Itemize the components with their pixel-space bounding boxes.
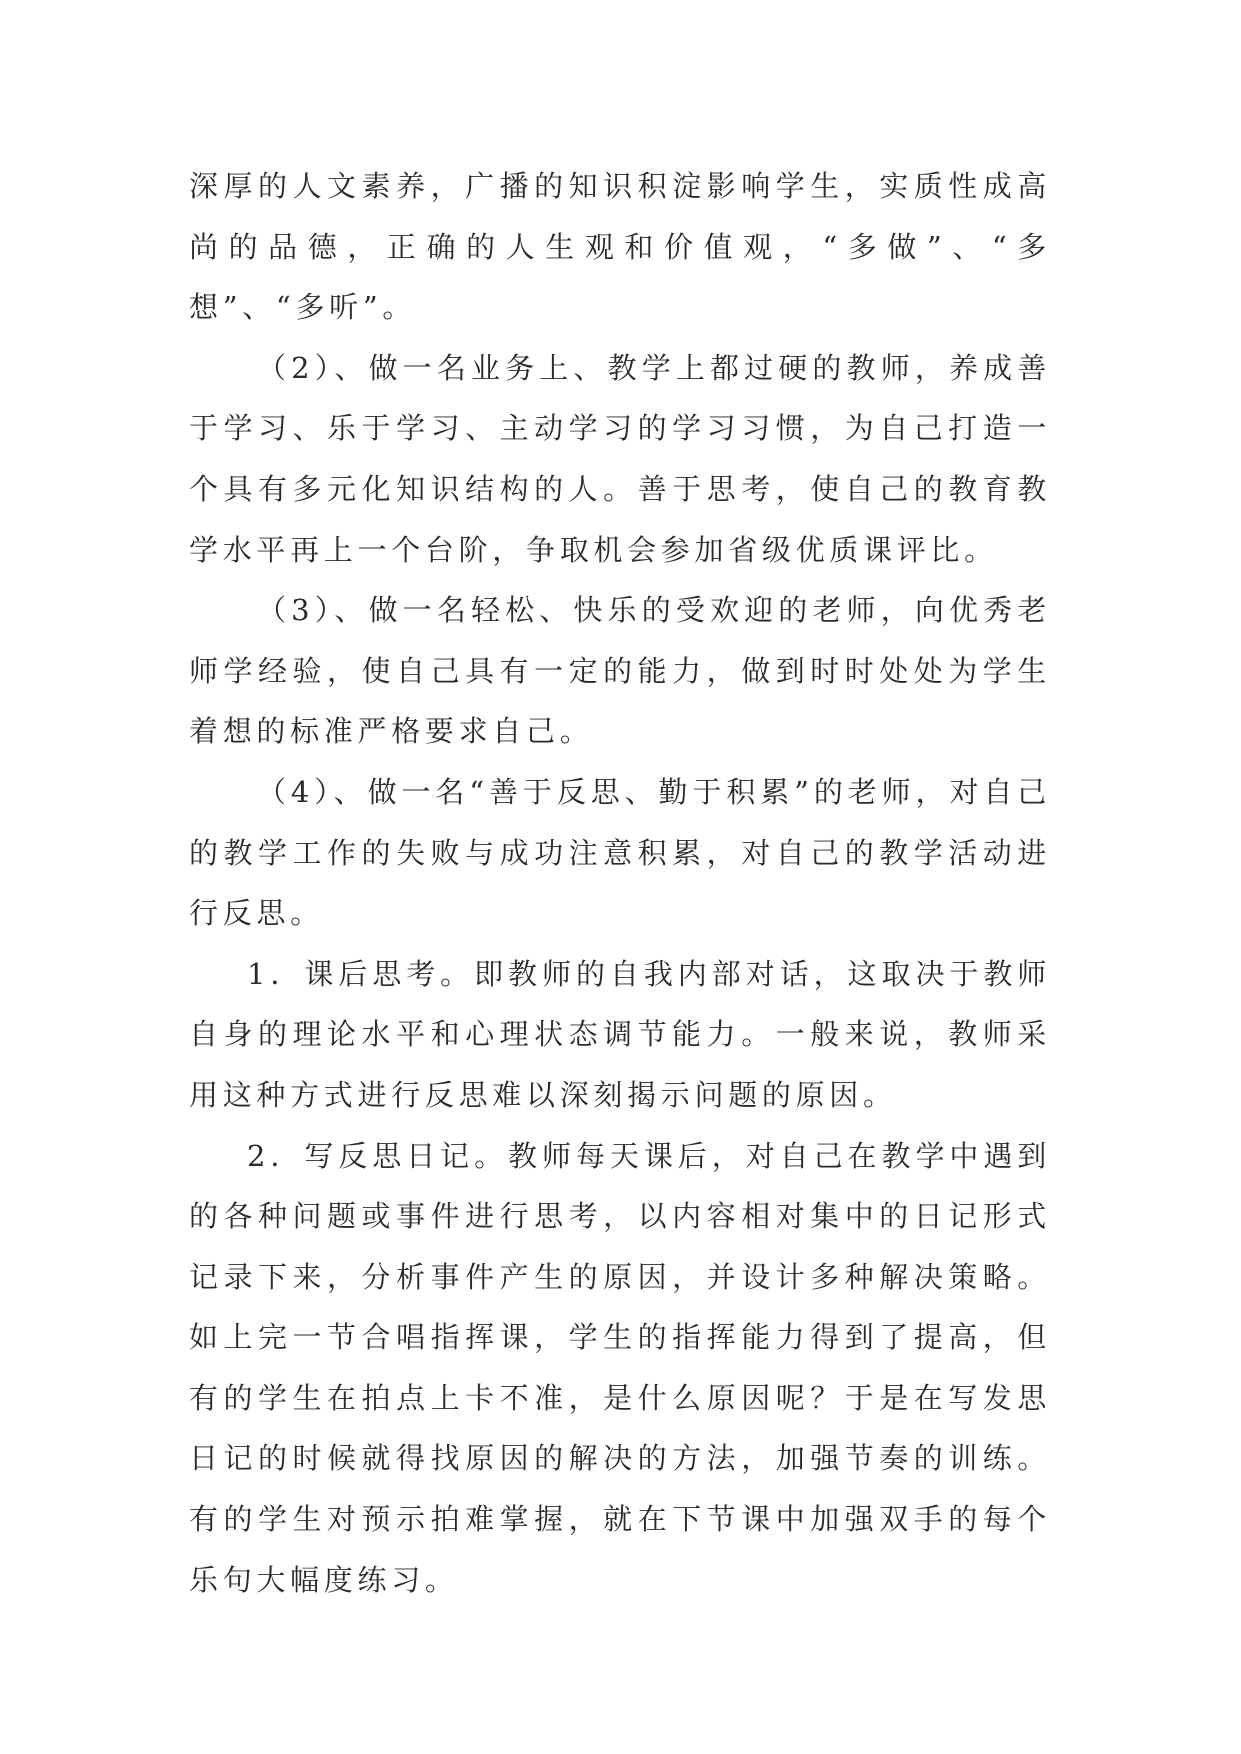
paragraph-after-class-thinking: 1．课后思考。即教师的自我内部对话，这取决于教师自身的理论水平和心理状态调节能力。一般来说，教师采用这种方式进行反思难以深刻揭示问题的原因。 xyxy=(189,956,1051,1112)
paragraph-item-2: （2）、做一名业务上、教学上都过硬的教师，养成善于学习、乐于学习、主动学习的学习习惯，为自己打造一个具有多元化知识结构的人。善于思考，使自己的教育教学水平再上一个台阶，争取机会参加省级优质课评比。 xyxy=(189,350,1051,567)
paragraph-continuation: 深厚的人文素养，广播的知识积淀影响学生，实质性成高尚的品德，正确的人生观和价值观，“多做”、“多想”、“多听”。 xyxy=(189,169,1051,325)
paragraph-item-3: （3）、做一名轻松、快乐的受欢迎的老师，向优秀老师学经验，使自己具有一定的能力，做到时时处处为学生着想的标准严格要求自己。 xyxy=(189,593,1051,749)
paragraph-reflection-diary: 2．写反思日记。教师每天课后，对自己在教学中遇到的各种问题或事件进行思考，以内容相对集中的日记形式记录下来，分析事件产生的原因，并设计多种解决策略。如上完一节合唱指挥课，学生的指挥能力得到了提高，但有的学生在拍点上卡不准，是什么原因呢？于是在写发思日记的时候就得找原因的解决的方法，加强节奏的训练。有的学生对预示拍难掌握，就在下节课中加强双手的每个乐句大幅度练习。 xyxy=(189,1138,1051,1597)
document-body xyxy=(189,156,1051,1610)
paragraph-item-4: （4）、做一名“善于反思、勤于积累”的老师，对自己的教学工作的失败与成功注意积累，对自己的教学活动进行反思。 xyxy=(189,774,1051,931)
